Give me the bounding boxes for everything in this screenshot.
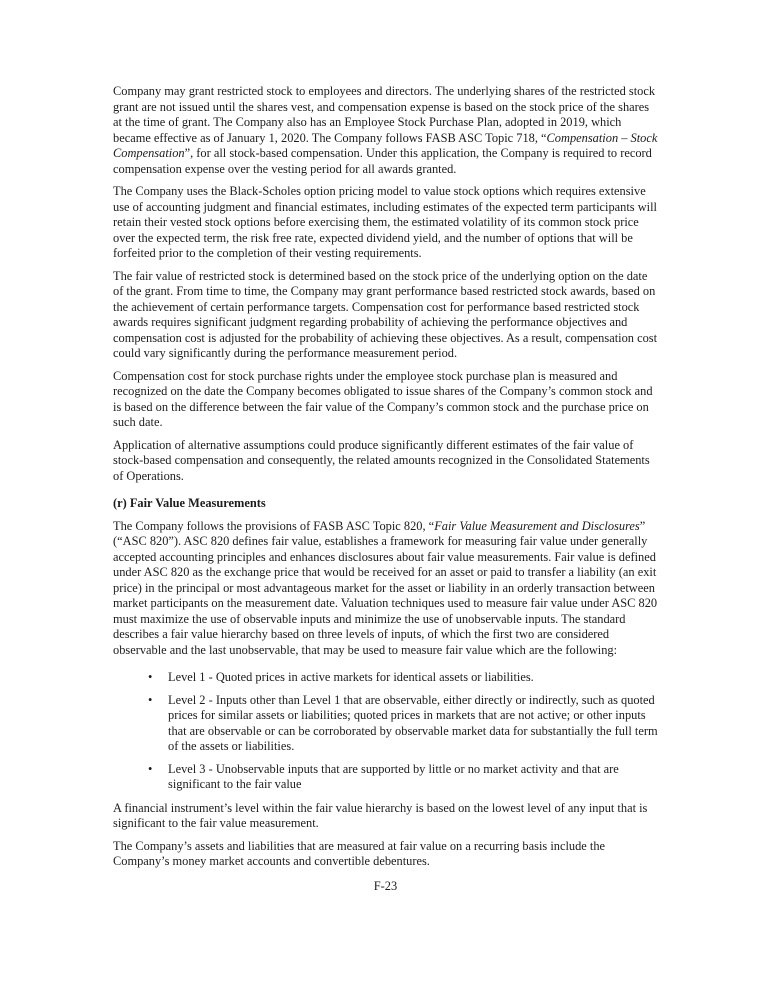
bullet-icon: • <box>148 761 153 776</box>
page-number: F-23 <box>373 878 398 893</box>
paragraph-alternative-assumptions: Application of alternative assumptions could produce significantly different estimates of the fair value of stock-based compensation and consequently, the related amounts recognized in the Consolidated Statements of Operations. <box>113 437 650 483</box>
italic-citation-fair-value: Fair Value Measurement and Disclosures <box>434 518 640 533</box>
paragraph-stock-purchase-rights: Compensation cost for stock purchase rights under the employee stock purchase plan is measured and recognized on the date the Company becomes obligated to issue shares of the Company’s common stock and is based on the difference between the fair value of the Company’s common stock and the purchase price on such date. <box>113 368 653 429</box>
paragraph-black-scholes: The Company uses the Black-Scholes option pricing model to value stock options which requires extensive use of accounting judgment and financial estimates, including estimates of the expected term participants will retain their vested stock options before exercising them, the estimated volatility of its common stock price over the expected term, the risk free rate, expected dividend yield, and the number of options that will be forfeited prior to the completion of their vesting requirements. <box>113 184 657 260</box>
text-run: The Company follows the provisions of FASB ASC Topic 820, “ <box>113 518 435 533</box>
list-item-text: Level 3 - Unobservable inputs that are supported by little or no market activity and that are significant to the fair value <box>168 761 619 791</box>
bullet-icon: • <box>148 670 153 684</box>
list-item-level-3 <box>113 762 658 793</box>
list-item-level-1 <box>113 670 658 686</box>
italic-citation-compensation: Compensation – Stock Compensation <box>113 130 658 160</box>
text-run: Company may grant restricted stock to employees and directors. The underlying shares of the restricted stock grant are not issued until the shares vest, and compensation expense is based on the stock price of the shares at the time of grant. The Company also has an Employee Stock Purchase Plan, adopted in 2019, which became effective as of January 1, 2020. The Company follows FASB ASC Topic 718, “ <box>113 84 656 145</box>
bullet-icon: • <box>148 692 153 707</box>
fair-value-levels-list <box>113 670 658 793</box>
text-run: ”, for all stock-based compensation. Under this application, the Company is required to record compensation expense over the vesting period for all awards granted. <box>113 146 652 176</box>
section-heading-fair-value-measurements: (r) Fair Value Measurements <box>113 496 266 510</box>
list-item-text: Level 2 - Inputs other than Level 1 that are observable, either directly or indirectly, such as quoted prices for similar assets or liabilities; quoted prices in markets that are not active; or other inputs that are observable or can be corroborated by observable market data for substantially the full term of the assets or liabilities. <box>168 692 658 753</box>
document-content <box>113 84 658 894</box>
text-run: ” (“ASC 820”). ASC 820 defines fair value, establishes a framework for measuring fair value under generally accepted accounting principles and enhances disclosures about fair value measurements. Fair value is defined under ASC 820 as the exchange price that would be received for an asset or paid to transfer a liability (an exit price) in the principal or most advantageous market for the asset or liability in an orderly transaction between market participants on the measurement date. Valuation techniques used to measure fair value under ASC 820 must maximize the use of observable inputs and minimize the use of unobservable inputs. The standard describes a fair value hierarchy based on three levels of inputs, of which the first two are considered observable and the last unobservable, that may be used to measure fair value which are the following: <box>113 518 658 657</box>
paragraph-instrument-level: A financial instrument’s level within the fair value hierarchy is based on the lowest level of any input that is significant to the fair value measurement. <box>113 800 648 830</box>
paragraph-recurring-basis: The Company’s assets and liabilities that are measured at fair value on a recurring basis include the Company’s money market accounts and convertible debentures. <box>113 838 606 868</box>
list-item-text: Level 1 - Quoted prices in active markets for identical assets or liabilities. <box>168 670 534 684</box>
paragraph-restricted-stock <box>113 84 658 177</box>
list-item-level-2 <box>113 693 658 755</box>
paragraph-asc-820 <box>113 519 658 659</box>
paragraph-restricted-stock-fair-value: The fair value of restricted stock is determined based on the stock price of the underlying option on the date of the grant. From time to time, the Company may grant performance based restricted stock awards, based on the achievement of certain performance targets. Compensation cost for performance based restricted stock awards requires significant judgment regarding probability of achieving the performance objectives and compensation cost is adjusted for the probability of achieving these objectives. As a result, compensation cost could vary significantly during the performance measurement period. <box>113 268 658 360</box>
